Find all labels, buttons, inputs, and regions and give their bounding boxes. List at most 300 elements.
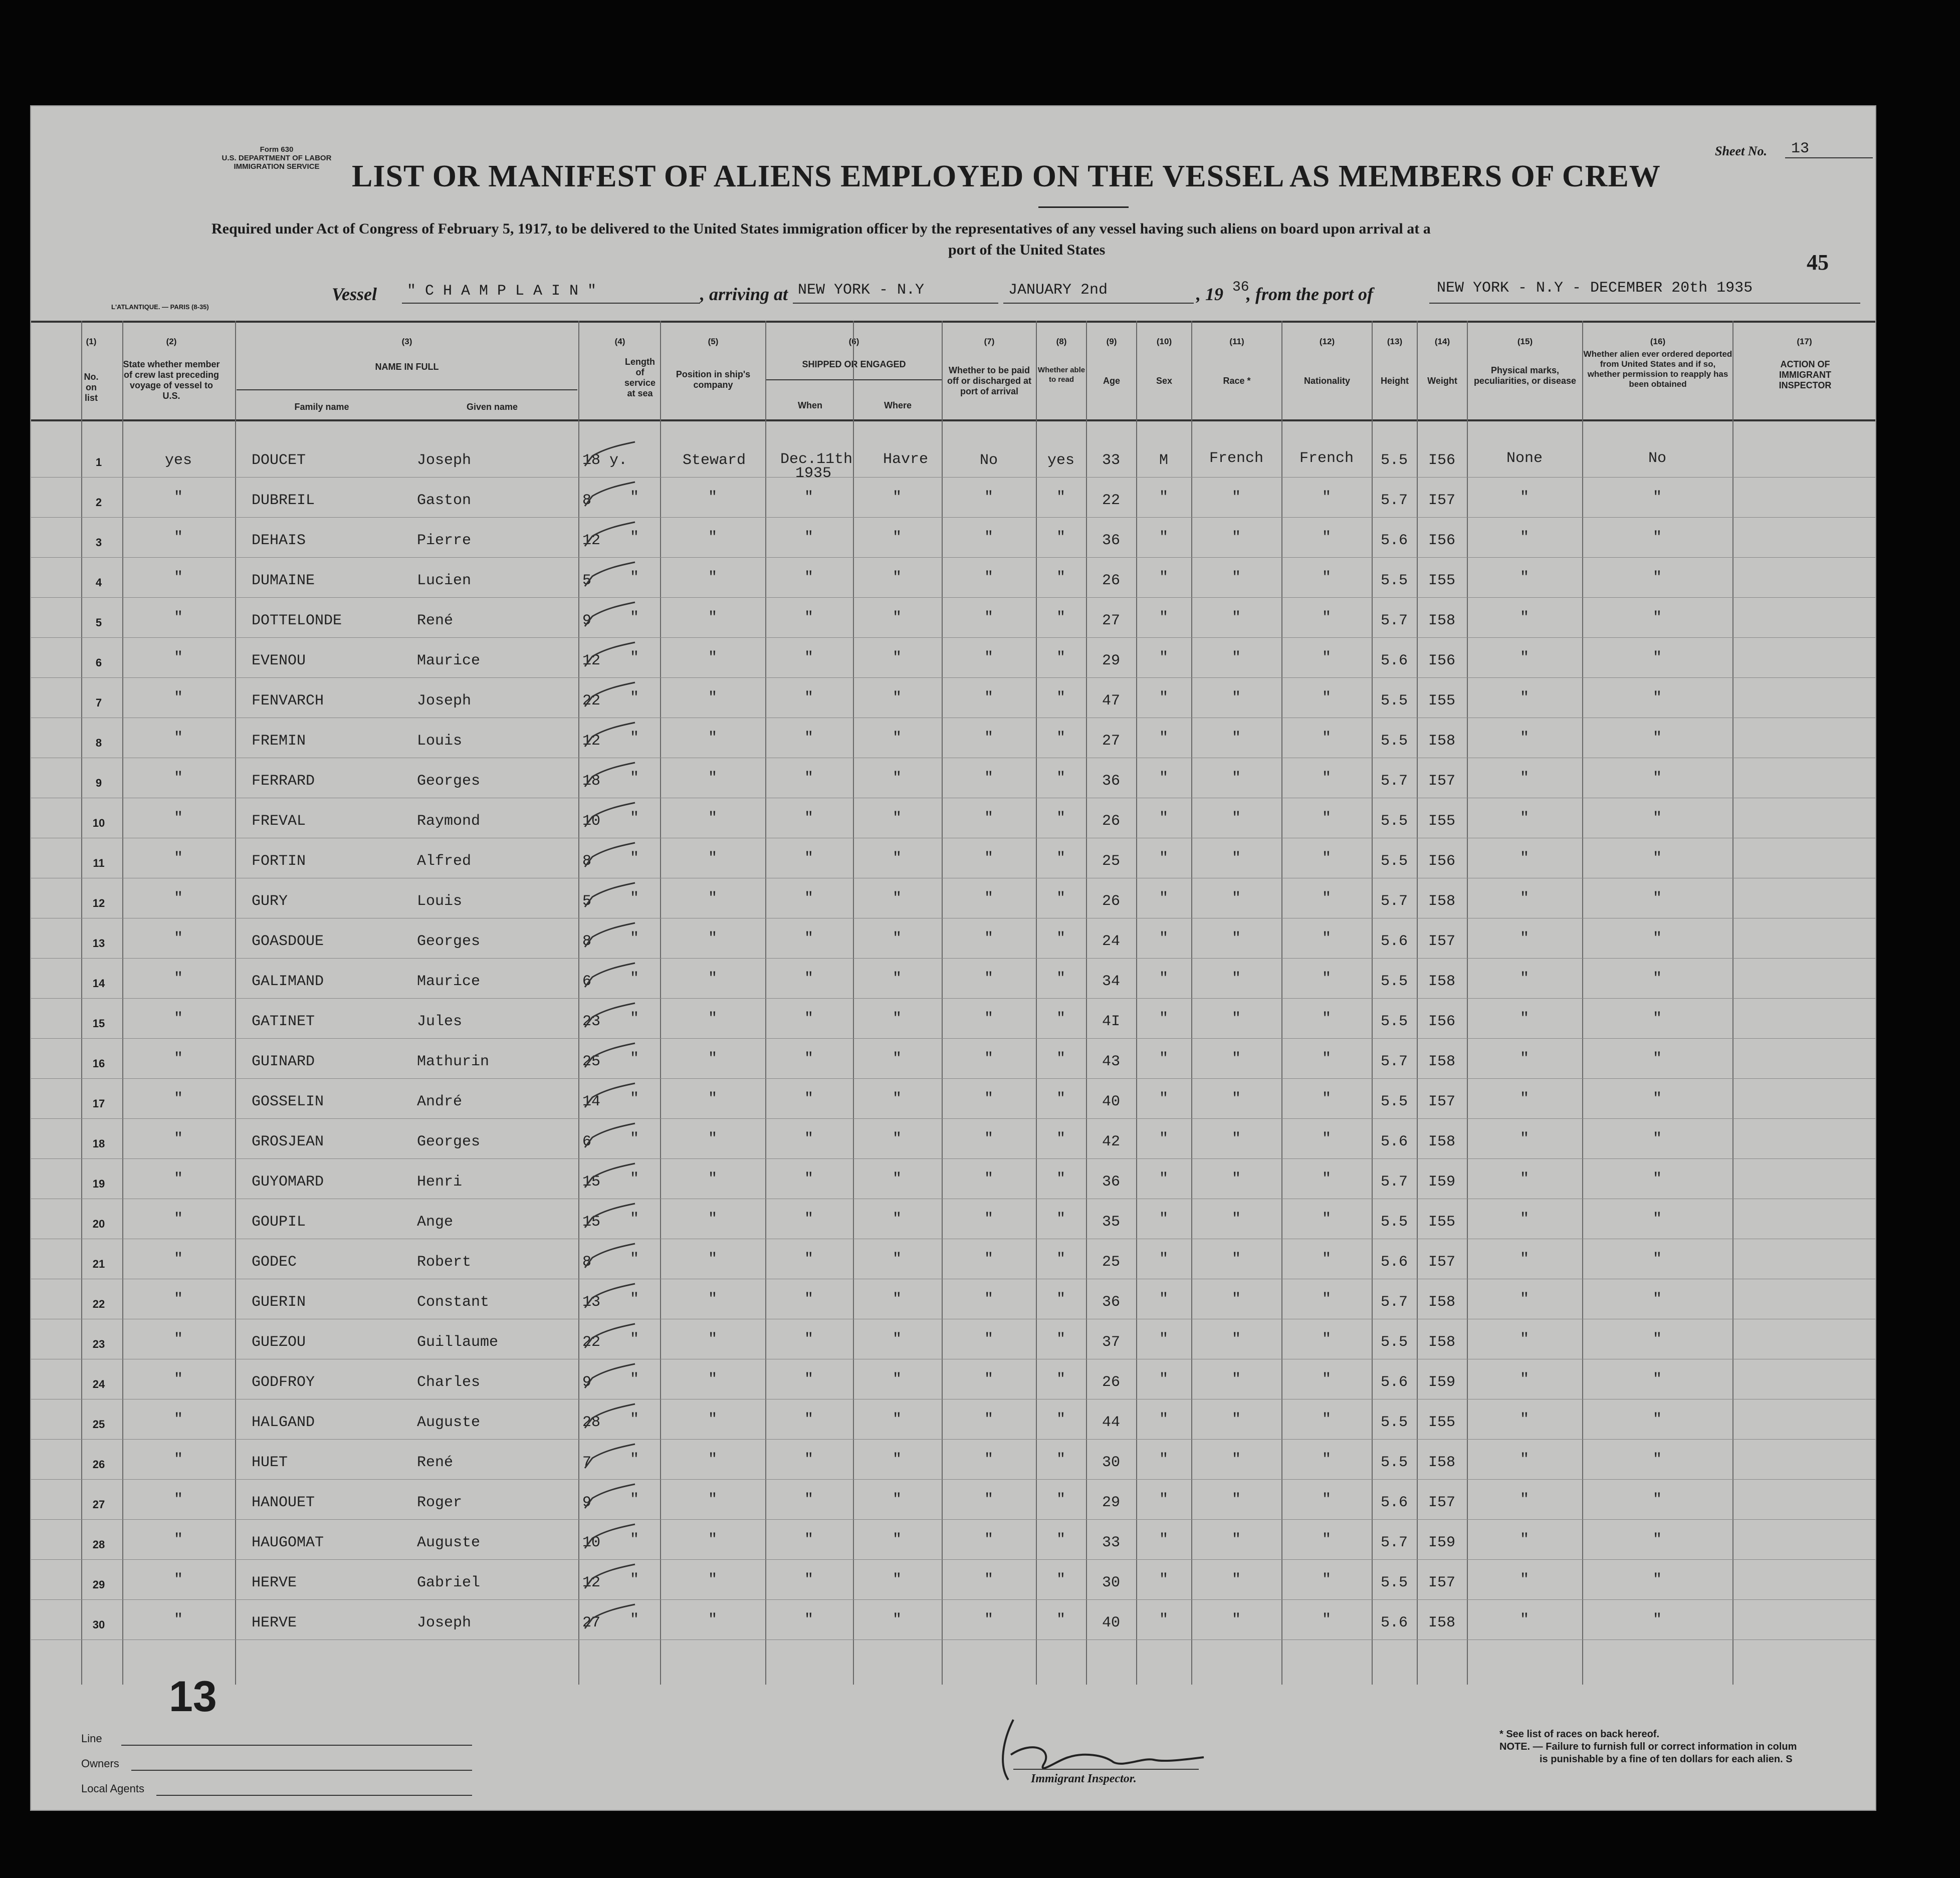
- ditto-mark: ": [630, 890, 639, 907]
- check-mark: [580, 1363, 640, 1393]
- ditto-mark: ": [1159, 609, 1168, 626]
- printer-imprint: L'ATLANTIQUE. — PARIS (8-35): [111, 303, 209, 311]
- ditto-mark: ": [1519, 1010, 1529, 1027]
- age: 36: [1102, 1173, 1120, 1191]
- ditto-mark: ": [1322, 770, 1331, 787]
- ditto-mark: ": [708, 1050, 717, 1067]
- ditto-mark: ": [1652, 1170, 1662, 1188]
- ditto-mark: ": [1519, 1571, 1529, 1588]
- length-of-service: 9: [582, 612, 592, 629]
- weight: I55: [1428, 1214, 1455, 1231]
- column-divider: [578, 321, 579, 1685]
- ditto-mark: ": [630, 1371, 639, 1388]
- ditto-mark: ": [1652, 1251, 1662, 1268]
- height: 5.5: [1380, 733, 1408, 750]
- ditto-mark: ": [1159, 1531, 1168, 1548]
- ditto-mark: ": [630, 850, 639, 867]
- column-divider: [853, 321, 854, 1685]
- column-divider: [942, 321, 943, 1685]
- ditto-mark: ": [1231, 1611, 1241, 1628]
- ditto-mark: ": [1159, 970, 1168, 987]
- given-name: Alfred: [417, 853, 472, 870]
- given-name: Auguste: [417, 1414, 481, 1431]
- ditto-mark: ": [1652, 1130, 1662, 1147]
- col6-label: SHIPPED OR ENGAGED: [802, 359, 906, 369]
- row-number: 23: [92, 1338, 105, 1350]
- given-name: Auguste: [417, 1534, 481, 1551]
- weight: I58: [1428, 893, 1455, 910]
- length-of-service: 27: [582, 1614, 601, 1631]
- ditto-mark: ": [804, 1251, 813, 1268]
- ditto-mark: ": [1056, 770, 1065, 787]
- ditto-mark: ": [1231, 689, 1241, 707]
- length-of-service: 12: [582, 652, 601, 669]
- family-name: GURY: [252, 893, 288, 910]
- ditto-mark: ": [804, 1050, 813, 1067]
- age: 33: [1102, 1534, 1120, 1551]
- ditto-mark: ": [630, 1211, 639, 1228]
- page-title: LIST OR MANIFEST OF ALIENS EMPLOYED ON THE VESSEL AS MEMBERS OF CREW: [352, 159, 1661, 193]
- ditto-mark: ": [1519, 1451, 1529, 1468]
- ditto-mark: ": [1652, 649, 1662, 666]
- col12-number: (12): [1319, 337, 1335, 346]
- ditto-mark: ": [1652, 489, 1662, 506]
- line-field: [121, 1745, 472, 1746]
- ditto-mark: ": [892, 569, 902, 586]
- family-name: GODFROY: [252, 1374, 315, 1391]
- weight: I58: [1428, 1614, 1455, 1631]
- row-number: 18: [92, 1137, 105, 1150]
- ditto-mark: ": [1652, 689, 1662, 707]
- weight: I58: [1428, 1294, 1455, 1311]
- check-mark: [580, 1243, 640, 1273]
- ditto-mark: ": [1519, 1611, 1529, 1628]
- col15-label: Physical marks, peculiarities, or disease: [1473, 365, 1577, 386]
- check-mark: [580, 1483, 640, 1513]
- col6-where-label: Where: [884, 400, 912, 410]
- ditto-mark: ": [630, 1130, 639, 1147]
- row-number: 2: [95, 496, 102, 509]
- weight: I58: [1428, 1133, 1455, 1150]
- shipped-when-year: 1935: [795, 465, 832, 482]
- ditto-mark: ": [1322, 1451, 1331, 1468]
- from-port-label: , from the port of: [1246, 284, 1374, 304]
- name-header-underline: [237, 389, 577, 390]
- weight: I56: [1428, 532, 1455, 549]
- nationality: French: [1299, 450, 1354, 467]
- col7-label: Whether to be paid off or discharged at port of arrival: [947, 365, 1032, 396]
- ditto-mark: ": [173, 689, 183, 707]
- height: 5.6: [1380, 1133, 1408, 1150]
- row-number: 16: [92, 1057, 105, 1070]
- given-name: Jules: [417, 1013, 463, 1030]
- ditto-mark: ": [173, 1170, 183, 1188]
- ditto-mark: ": [892, 1090, 902, 1107]
- ditto-mark: ": [1159, 689, 1168, 707]
- row-number: 28: [92, 1538, 105, 1551]
- height: 5.7: [1380, 893, 1408, 910]
- ditto-mark: ": [1056, 649, 1065, 666]
- ditto-mark: ": [892, 1451, 902, 1468]
- col16-number: (16): [1650, 337, 1666, 346]
- ditto-mark: ": [630, 810, 639, 827]
- family-name: FENVARCH: [252, 692, 324, 710]
- ditto-mark: ": [1322, 1130, 1331, 1147]
- age: 22: [1102, 492, 1120, 509]
- check-mark: [580, 1082, 640, 1112]
- ditto-mark: ": [708, 1491, 717, 1508]
- ditto-mark: ": [173, 1451, 183, 1468]
- penalty-note-continued: is punishable by a fine of ten dollars for each alien. S: [1540, 1754, 1793, 1765]
- ditto-mark: ": [1159, 1050, 1168, 1067]
- ditto-mark: ": [630, 1170, 639, 1188]
- family-name: HERVE: [252, 1614, 297, 1631]
- height: 5.6: [1380, 652, 1408, 669]
- ditto-mark: ": [173, 1050, 183, 1067]
- ditto-mark: ": [984, 730, 993, 747]
- row-number: 24: [92, 1378, 105, 1390]
- check-mark: [580, 722, 640, 752]
- ditto-mark: ": [708, 489, 717, 506]
- ditto-mark: ": [1231, 890, 1241, 907]
- ditto-mark: ": [892, 1571, 902, 1588]
- ditto-mark: ": [173, 970, 183, 987]
- ditto-mark: ": [892, 1611, 902, 1628]
- row-rule: [31, 677, 1875, 678]
- ditto-mark: ": [984, 1611, 993, 1628]
- ditto-mark: ": [1322, 1411, 1331, 1428]
- check-mark: [580, 521, 640, 551]
- family-name: GATINET: [252, 1013, 315, 1030]
- length-of-service: 10: [582, 813, 601, 830]
- ditto-mark: ": [1652, 609, 1662, 626]
- ditto-mark: ": [1519, 1211, 1529, 1228]
- height: 5.7: [1380, 1294, 1408, 1311]
- col15-number: (15): [1517, 337, 1533, 346]
- age: 27: [1102, 612, 1120, 629]
- col6-when-label: When: [798, 400, 822, 410]
- family-name: GOUPIL: [252, 1214, 306, 1231]
- family-name: FREMIN: [252, 733, 306, 750]
- column-divider: [1417, 321, 1418, 1685]
- ditto-mark: ": [1519, 770, 1529, 787]
- ditto-mark: ": [1159, 1411, 1168, 1428]
- given-name: Georges: [417, 773, 481, 790]
- length-of-service: 8: [582, 1254, 592, 1271]
- length-of-service: 22: [582, 1334, 601, 1351]
- row-number: 9: [95, 777, 102, 789]
- ditto-mark: ": [1231, 1291, 1241, 1308]
- ditto-mark: ": [1519, 1251, 1529, 1268]
- col3-given-label: Given name: [466, 402, 518, 412]
- family-name: DUMAINE: [252, 572, 315, 589]
- row-number: 10: [92, 817, 105, 829]
- ditto-mark: ": [1322, 1170, 1331, 1188]
- ditto-mark: ": [173, 1491, 183, 1508]
- ditto-mark: ": [804, 529, 813, 546]
- length-of-service: 6: [582, 1133, 592, 1150]
- weight: I59: [1428, 1173, 1455, 1191]
- ditto-mark: ": [1231, 1170, 1241, 1188]
- ditto-mark: ": [173, 1531, 183, 1548]
- inspector-signature-line: [1013, 1769, 1199, 1770]
- height: 5.5: [1380, 853, 1408, 870]
- ditto-mark: ": [804, 1571, 813, 1588]
- ditto-mark: ": [1056, 1251, 1065, 1268]
- col14-label: Weight: [1427, 376, 1457, 386]
- age: 43: [1102, 1053, 1120, 1070]
- col1-label: No. on list: [84, 372, 99, 403]
- family-name: GOASDOUE: [252, 933, 324, 950]
- given-name: Charles: [417, 1374, 481, 1391]
- ditto-mark: ": [892, 1010, 902, 1027]
- ditto-mark: ": [630, 930, 639, 947]
- sex: M: [1159, 452, 1168, 469]
- ditto-mark: ": [1519, 810, 1529, 827]
- age: 36: [1102, 1294, 1120, 1311]
- column-divider: [1136, 321, 1137, 1685]
- row-number: 29: [92, 1578, 105, 1591]
- ditto-mark: ": [708, 850, 717, 867]
- vessel-underline: [402, 303, 700, 304]
- arriving-port-underline: [793, 303, 998, 304]
- given-name: Louis: [417, 733, 463, 750]
- ditto-mark: ": [804, 850, 813, 867]
- ditto-mark: ": [173, 730, 183, 747]
- ditto-mark: ": [804, 569, 813, 586]
- previous-voyage: yes: [164, 452, 192, 469]
- ditto-mark: ": [1652, 1571, 1662, 1588]
- family-name: GUERIN: [252, 1294, 306, 1311]
- check-mark: [580, 481, 640, 511]
- ditto-mark: ": [173, 1010, 183, 1027]
- col3-family-label: Family name: [294, 402, 349, 412]
- ditto-mark: ": [892, 1331, 902, 1348]
- ditto-mark: ": [1519, 1331, 1529, 1348]
- ditto-mark: ": [1519, 609, 1529, 626]
- ditto-mark: ": [173, 1331, 183, 1348]
- ditto-mark: ": [804, 1211, 813, 1228]
- ditto-mark: ": [1652, 1050, 1662, 1067]
- ditto-mark: ": [1652, 529, 1662, 546]
- check-mark: [580, 1002, 640, 1032]
- ditto-mark: ": [1159, 1251, 1168, 1268]
- family-name: DOUCET: [252, 452, 306, 469]
- ditto-mark: ": [173, 1371, 183, 1388]
- ditto-mark: ": [1231, 489, 1241, 506]
- ditto-mark: ": [892, 770, 902, 787]
- ditto-mark: ": [173, 1130, 183, 1147]
- ditto-mark: ": [1056, 1531, 1065, 1548]
- ditto-mark: ": [173, 930, 183, 947]
- ditto-mark: ": [984, 489, 993, 506]
- form-number: Form 630: [260, 145, 294, 154]
- ditto-mark: ": [1056, 810, 1065, 827]
- arriving-label: , arriving at: [700, 284, 788, 304]
- vessel-label: Vessel: [332, 284, 377, 304]
- age: 30: [1102, 1574, 1120, 1591]
- ditto-mark: ": [1519, 850, 1529, 867]
- length-of-service: 12: [582, 532, 601, 549]
- ditto-mark: ": [173, 529, 183, 546]
- length-of-service: 5: [582, 572, 592, 589]
- family-name: GOSSELIN: [252, 1093, 324, 1110]
- age: 40: [1102, 1093, 1120, 1110]
- length-of-service: 8: [582, 933, 592, 950]
- ditto-mark: ": [804, 1331, 813, 1348]
- length-of-service: 6: [582, 973, 592, 990]
- ditto-mark: ": [892, 489, 902, 506]
- height: 5.6: [1380, 1494, 1408, 1511]
- row-number: 12: [92, 897, 105, 909]
- age: 24: [1102, 933, 1120, 950]
- row-rule: [31, 1559, 1875, 1560]
- ditto-mark: ": [708, 689, 717, 707]
- paid-off: No: [979, 452, 998, 469]
- column-divider: [1582, 321, 1583, 1685]
- ditto-mark: ": [1322, 649, 1331, 666]
- col5-number: (5): [708, 337, 719, 346]
- given-name: Robert: [417, 1254, 472, 1271]
- weight: I58: [1428, 1334, 1455, 1351]
- age: 26: [1102, 572, 1120, 589]
- check-mark: [580, 802, 640, 832]
- ditto-mark: ": [984, 1291, 993, 1308]
- given-name: Georges: [417, 933, 481, 950]
- ditto-mark: ": [708, 529, 717, 546]
- weight: I57: [1428, 1254, 1455, 1271]
- ditto-mark: ": [984, 609, 993, 626]
- age: 26: [1102, 893, 1120, 910]
- given-name: Pierre: [417, 532, 472, 549]
- age: 37: [1102, 1334, 1120, 1351]
- ditto-mark: ": [1231, 1491, 1241, 1508]
- local-agents-label: Local Agents: [81, 1782, 144, 1795]
- given-name: Guillaume: [417, 1334, 499, 1351]
- check-mark: [580, 561, 640, 591]
- ditto-mark: ": [984, 1090, 993, 1107]
- age: 26: [1102, 1374, 1120, 1391]
- age: 25: [1102, 1254, 1120, 1271]
- ditto-mark: ": [1056, 529, 1065, 546]
- col3-number: (3): [401, 337, 412, 346]
- ditto-mark: ": [1652, 1090, 1662, 1107]
- check-mark: [580, 1603, 640, 1633]
- weight: I56: [1428, 452, 1455, 469]
- column-divider: [660, 321, 661, 1685]
- ditto-mark: ": [984, 1010, 993, 1027]
- ditto-mark: ": [1322, 730, 1331, 747]
- ditto-mark: ": [804, 1451, 813, 1468]
- length-of-service: 5: [582, 893, 592, 910]
- ditto-mark: ": [892, 1251, 902, 1268]
- ditto-mark: ": [630, 569, 639, 586]
- col10-number: (10): [1156, 337, 1172, 346]
- ditto-mark: ": [1652, 1291, 1662, 1308]
- ditto-mark: ": [984, 1491, 993, 1508]
- ditto-mark: ": [984, 970, 993, 987]
- col13-label: Height: [1381, 376, 1409, 386]
- ditto-mark: ": [1231, 1211, 1241, 1228]
- weight: I58: [1428, 733, 1455, 750]
- weight: I57: [1428, 1574, 1455, 1591]
- ditto-mark: ": [1231, 810, 1241, 827]
- ditto-mark: ": [1056, 1371, 1065, 1388]
- weight: I55: [1428, 572, 1455, 589]
- given-name: Joseph: [417, 692, 472, 710]
- ditto-mark: ": [1056, 1170, 1065, 1188]
- age: 47: [1102, 692, 1120, 710]
- given-name: René: [417, 1454, 454, 1471]
- ditto-mark: ": [1519, 970, 1529, 987]
- ditto-mark: ": [1652, 850, 1662, 867]
- ditto-mark: ": [1322, 1491, 1331, 1508]
- ditto-mark: ": [1322, 1211, 1331, 1228]
- ditto-mark: ": [1231, 529, 1241, 546]
- ditto-mark: ": [173, 1211, 183, 1228]
- service-name: IMMIGRATION SERVICE: [234, 162, 320, 171]
- manifest-sheet: [30, 105, 1876, 1811]
- ditto-mark: ": [708, 1531, 717, 1548]
- ditto-mark: ": [1231, 609, 1241, 626]
- ditto-mark: ": [1159, 1010, 1168, 1027]
- ditto-mark: ": [892, 730, 902, 747]
- ditto-mark: ": [984, 890, 993, 907]
- ditto-mark: ": [804, 649, 813, 666]
- height: 5.5: [1380, 813, 1408, 830]
- ditto-mark: ": [708, 1251, 717, 1268]
- row-number: 22: [92, 1298, 105, 1310]
- check-mark: [580, 1523, 640, 1553]
- row-number: 14: [92, 977, 105, 990]
- row-number: 7: [95, 696, 102, 709]
- length-of-service: 9: [582, 1494, 592, 1511]
- owners-label: Owners: [81, 1757, 119, 1770]
- row-number: 25: [92, 1418, 105, 1431]
- column-divider: [122, 321, 123, 1685]
- ditto-mark: ": [892, 529, 902, 546]
- ditto-mark: ": [984, 1451, 993, 1468]
- ditto-mark: ": [892, 1411, 902, 1428]
- ditto-mark: ": [1519, 529, 1529, 546]
- row-number: 30: [92, 1618, 105, 1631]
- length-of-service: 12: [582, 1574, 601, 1591]
- ditto-mark: ": [1519, 1291, 1529, 1308]
- position: Steward: [683, 452, 746, 469]
- weight: I58: [1428, 973, 1455, 990]
- ditto-mark: ": [892, 930, 902, 947]
- ditto-mark: ": [630, 770, 639, 787]
- ditto-mark: ": [984, 810, 993, 827]
- service-unit: 18 y.: [582, 452, 628, 469]
- given-name: Lucien: [417, 572, 472, 589]
- check-mark: [580, 601, 640, 631]
- given-name: André: [417, 1093, 463, 1110]
- check-mark: [580, 1162, 640, 1193]
- ditto-mark: ": [1159, 1291, 1168, 1308]
- age: 30: [1102, 1454, 1120, 1471]
- col9-label: Age: [1103, 376, 1120, 386]
- check-mark: [580, 1403, 640, 1433]
- ditto-mark: ": [1056, 1050, 1065, 1067]
- weight: I57: [1428, 492, 1455, 509]
- ditto-mark: ": [1231, 850, 1241, 867]
- ditto-mark: ": [984, 930, 993, 947]
- penalty-note: NOTE. — Failure to furnish full or correct information in colum: [1499, 1741, 1797, 1752]
- ditto-mark: ": [173, 770, 183, 787]
- row-rule: [31, 1038, 1875, 1039]
- col9-number: (9): [1106, 337, 1117, 346]
